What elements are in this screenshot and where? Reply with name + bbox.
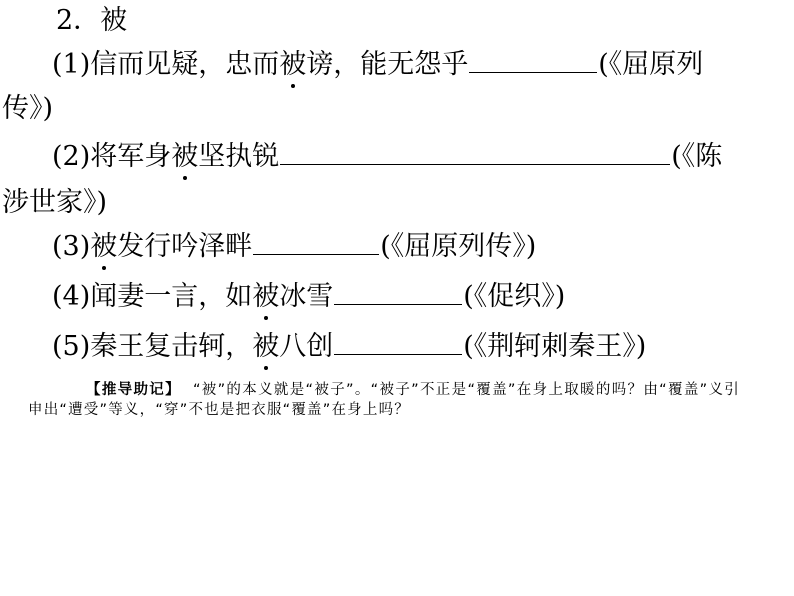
item-2-line-2 (2, 186, 107, 220)
item-1-post: 谤，能无怨乎 (306, 49, 469, 80)
item-5-answer-blank[interactable] (334, 328, 462, 355)
item-5-post: 八创 (279, 331, 334, 362)
item-2-answer-blank[interactable] (280, 138, 670, 165)
item-3-marked-char: 被 (90, 231, 118, 262)
item-4-pre: 闻妻一言，如 (90, 281, 253, 312)
item-3-answer-blank[interactable] (253, 228, 379, 255)
item-1-number: (1) (52, 49, 91, 80)
note-label: 【推导助记】 (86, 382, 181, 398)
mnemonic-note (28, 380, 740, 420)
item-3-source: (《屈原列传》) (380, 231, 537, 262)
item-1-source-b: 传》) (2, 93, 54, 124)
item-2-source-a: (《陈 (671, 141, 723, 172)
item-4-number: (4) (52, 281, 91, 312)
item-2-number: (2) (52, 141, 91, 172)
item-1-line-2 (2, 92, 53, 126)
item-4-line (52, 278, 565, 314)
item-4-answer-blank[interactable] (334, 278, 462, 305)
item-2-marked-char: 被 (171, 141, 199, 172)
item-1-source-a: (《屈原列 (598, 49, 704, 80)
note-text: “被”的本义就是“被子”。“被子”不正是“覆盖”在身上取暖的吗？由“覆盖”义引申出“遭受”等义，“穿”不也是把衣服“覆盖”在身上吗？ (28, 382, 740, 418)
item-5-number: (5) (52, 331, 91, 362)
item-5-pre: 秦王复击轲， (90, 331, 253, 362)
item-3-line (52, 228, 536, 264)
item-3-number: (3) (52, 231, 91, 262)
item-1-answer-blank[interactable] (469, 46, 597, 73)
item-4-marked-char: 被 (252, 281, 280, 312)
item-2-post: 坚执锐 (198, 141, 280, 172)
item-4-source: (《促织》) (463, 281, 566, 312)
item-5-marked-char: 被 (252, 331, 280, 362)
item-1-line-1 (52, 46, 703, 82)
item-4-post: 冰雪 (279, 281, 334, 312)
item-2-line-1 (52, 138, 722, 174)
item-3-post: 发行吟泽畔 (117, 231, 253, 262)
item-5-line (52, 328, 646, 364)
item-2-source-b: 涉世家》) (2, 187, 108, 218)
item-5-source: (《荆轲刺秦王》) (463, 331, 647, 362)
item-heading (56, 4, 127, 38)
item-1-marked-char: 被 (279, 49, 307, 80)
heading-text: 2．被 (56, 5, 128, 36)
item-1-pre: 信而见疑，忠而 (90, 49, 280, 80)
item-2-pre: 将军身 (90, 141, 172, 172)
